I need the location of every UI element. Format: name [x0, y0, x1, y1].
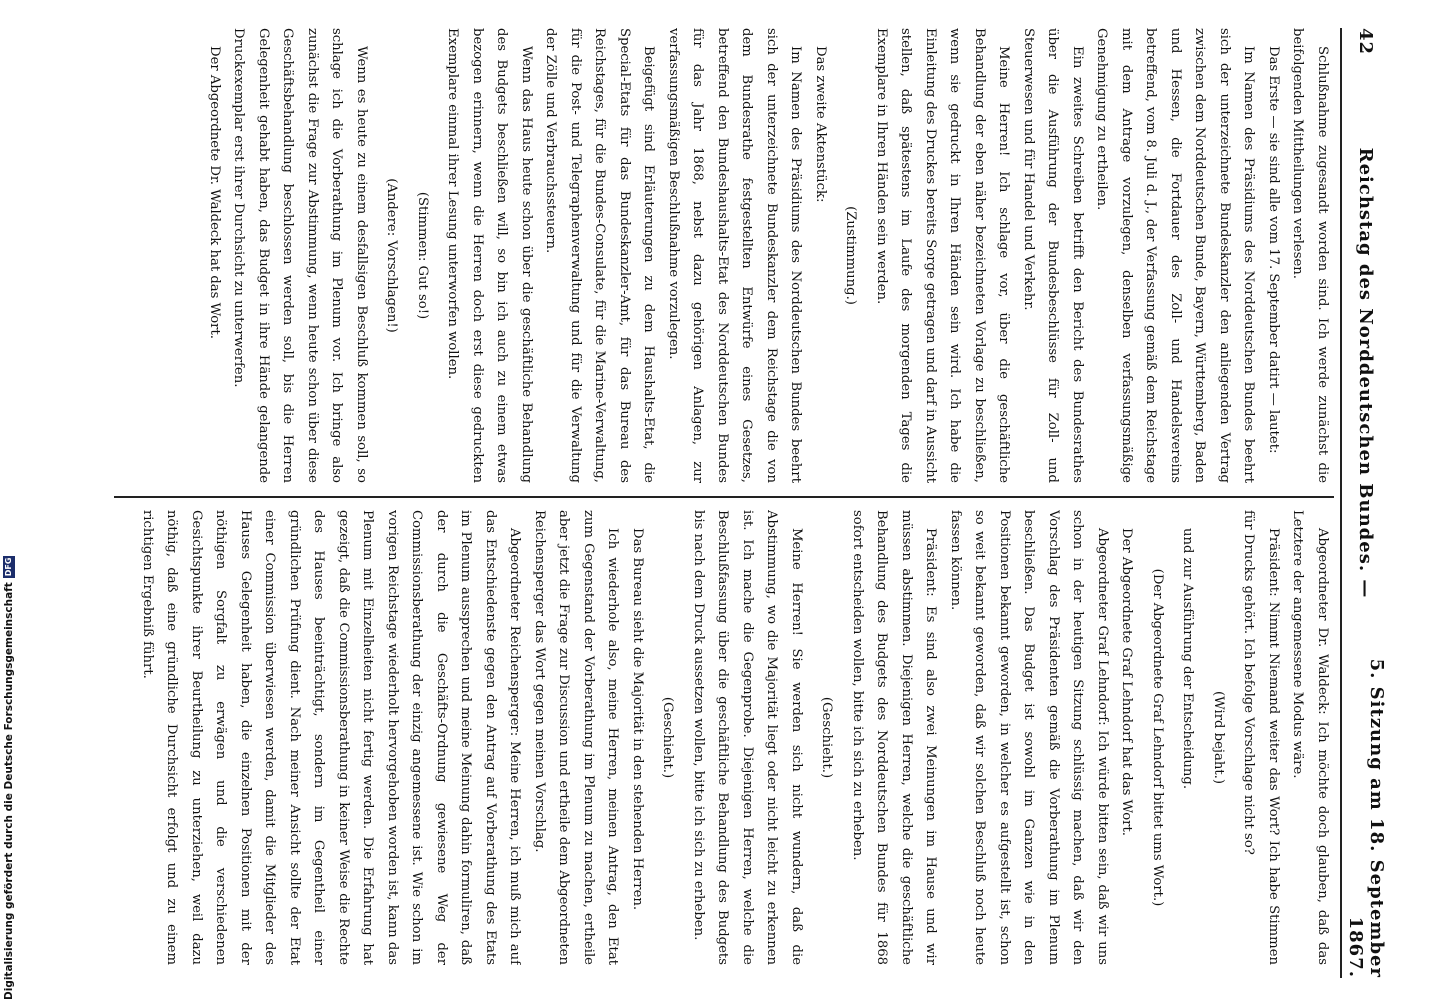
right-column-paragraph: Abgeordneter Graf Lehndorf: Ich würde bitten sein, daß wir uns schon in der heutigen Sitzung schlüssig machen, daß wir den Vorschlag des Präsidenten gemäß die Vorberathung im Plenum beschließen. Das Budget ist sowohl im Ganzen wie in den Positionen bekannt geworden, in welcher es aufgestellt ist, schon so weit bekannt geworden, daß wir solchen Beschluß noch heute fassen können. — [948, 510, 1110, 965]
right-column-paragraph: Meine Herren! Sie werden sich nicht wundern, daß die Abstimmung, wo die Majorität liegt oder nicht leicht zu erkennen ist. Ich mache die Gegenprobe. Diejenigen Herren, welche die Beschlußfassung über die geschäftliche Behandlung des Budgets bis nach dem Druck aussetzen wollen, bitte ich sich zu erheben. — [691, 510, 804, 965]
right-column-paragraph: Das Bureau sieht die Majorität in den stehenden Herren. — [630, 528, 645, 911]
left-column-paragraph: Beigefügt sind Erläuterungen zu dem Haushalts-Etat, die Special-Etats für das Bundeskanzler-Amt, für das Bureau des Reichstages, für die Bundes-Consulate, für die Marine-Verwaltung, für die Post- und Telegraphenverwaltung und für die Verwaltung der Zölle und Verbrauchssteuern. — [543, 28, 657, 483]
left-column-paragraph: Wenn das Haus heute schon über die geschäftliche Behandlung des Budgets beschließen will, so bin ich auch zu einem etwas bezogen erinnern, wenn die Herren doch erst diese gedruckten Exemplare einmal ihrer Lesung unterworfen wollen. — [445, 28, 534, 483]
right-column-paragraph: und zur Ausführung der Entscheidung. — [1180, 528, 1196, 790]
text-column-left — [114, 28, 1334, 483]
right-column-remark: (Der Abgeordnete Graf Lehndorf bittet ums Wort.) — [1150, 568, 1165, 907]
right-column-paragraph: Präsident: Nimmt Niemand weiter das Wort? Ich habe Stimmen für Drucks gehört. Ich befolge Vorschlage nicht so? — [1241, 510, 1281, 965]
left-column-paragraph: Das Erste — sie sind alle vom 17. September datirt — lautet: — [1266, 46, 1281, 454]
left-column-paragraph: Im Namen des Präsidiums des Norddeutschen Bundes beehrt sich der unterzeichnete Bundeskanzler den anliegenden Vertrag zwischen dem Norddeutschen Bunde, Bayern, Württemberg, Baden und Hessen, die Fortdauer des Zoll- und Handelsvereins betreffend, vom 8. Juli d. J., der Verfassung gemäß dem Reichstage mit dem Antrage vorzulegen, denselben verfassungsmäßige Genehmigung zu ertheilen. — [1094, 28, 1257, 483]
journal-title: Reichstag des Norddeutschen Bundes. — — [1355, 147, 1377, 599]
right-column-paragraph: Der Abgeordnete Graf Lehndorf hat das Wort. — [1119, 528, 1135, 836]
left-column-remark: (Zustimmung.) — [843, 206, 859, 305]
column-divider — [114, 496, 1334, 498]
text-column-right — [114, 510, 1334, 965]
dfg-logo: DFG — [4, 557, 13, 577]
left-column-remark: (Stimmen: Gut so!) — [415, 191, 430, 320]
left-column-paragraph: Das zweite Aktenstück: — [813, 46, 828, 203]
sitting-date: 5. Sitzung am 18. September 1867. — [1345, 658, 1387, 978]
left-column-remark: (Andere: Vorschlagen!) — [384, 178, 400, 333]
running-header — [1346, 28, 1386, 978]
rotated-page-content — [86, 28, 1386, 978]
scanned-page — [86, 28, 1386, 978]
right-column-paragraph: Ich wiederhole also, meine Herren, meinen Antrag, den Etat zum Gegenstand der Vorberathung im Plenum zu machen, ertheile aber jetzt die Frage zur Discussion und ertheile dem Abgeordneten Reichensperger das Wort gegen meinen Vorschlag. — [532, 510, 621, 965]
credit-text: Digitalisierung gefördert durch die Deutsche Forschungsgemeinschaft — [3, 582, 15, 1000]
left-column-paragraph: Wenn es heute zu einem desfallsigen Beschluß kommen soll, so schlage ich die Vorberathung im Plenum vor. Ich bringe also zunächst die Frage zur Abstimmung, wenn heute schon über diese Geschäftsbehandlung beschlossen werden soll, bis die Herren Gelegenheit gehabt haben, das Budget in ihre Hände gelangende Druckexemplar erst ihrer Durchsicht zu unterwerfen. — [231, 28, 369, 483]
left-column-paragraph: Ein zweites Schreiben betrifft den Bericht des Bundesrathes über die Ausführung der Bundesbeschlüsse für Zoll- und Steuerwesen und für Handel und Verkehr. — [1021, 28, 1085, 483]
left-column-paragraph: Im Namen des Präsidiums des Norddeutschen Bundes beehrt sich der unterzeichnete Bundeskanzler dem Reichstage die von dem Bundesrathe festgestellten Entwürfe eines Gesetzes, betreffend den Bundeshaushalts-Etat des Norddeutschen Bundes für das Jahr 1868, nebst dazu gehörigen Anlagen, zur verfassungsmäßigen Beschlußnahme vorzulegen. — [666, 28, 804, 483]
right-column-remark: (Wird bejaht.) — [1211, 691, 1226, 784]
right-column-remark: (Geschieht.) — [660, 696, 676, 779]
right-column-paragraph: Präsident: Es sind also zwei Meinungen im Hause und wir müssen abstimmen. Diejenigen Herren, welche die geschäftliche Behandlung des Budgets des Norddeutschen Bundes für 1868 sofort entscheiden wollen, bitte ich sich zu erheben. — [850, 510, 939, 965]
header-rule — [1340, 28, 1342, 978]
right-column-remark: (Geschieht.) — [819, 696, 835, 779]
page-number: 42 — [1355, 28, 1377, 56]
right-column-paragraph: Abgeordneter Dr. Waldeck: Ich möchte doch glauben, daß das Letztere der angemessene Modus wäre. — [1290, 510, 1330, 965]
left-column-paragraph: Meine Herren! Ich schlage vor, über die geschäftliche Behandlung der eben näher bezeichneten Vorlage zu beschließen, wenn sie gedruckt in Ihren Händen sein wird. Ich habe die Einleitung des Druckes bereits Sorge getragen und darf in Aussicht stellen, daß spätestens im Laufe des morgenden Tages die Exemplare in Ihren Händen sein werden. — [874, 28, 1012, 483]
right-column-paragraph: Abgeordneter Reichensperger: Meine Herren, ich muß mich auf das Entschiedenste gegen den Antrag auf Vorberathung des Etats im Plenum aussprechen und meine Meinung dahin formuliren, daß der durch die Geschäfts-Ordnung gewiesene Weg der Commissionsberathung der einzig angemessene ist. Wie schon im vorigen Reichstage wiederholt hervorgehoben worden ist, kann das Plenum mit Einzelheiten nicht fertig werden. Die Erfahrung hat gezeigt, daß die Commissionsberathung in keiner Weise die Rechte des Hauses beeinträchtigt, sondern im Gegentheil einer gründlichen Prüfung dient. Nach meiner Ansicht sollte der Etat einer Commission überwiesen werden, damit die Mitglieder des Hauses Gelegenheit haben, die einzelnen Positionen mit der nöthigen Sorgfalt zu erwägen und die verschiedenen Gesichtspunkte ihrer Beurtheilung zu unterziehen, weil dazu nöthig, daß eine gründliche Durchsicht erfolgt und zu einem richtigen Ergebniß führt. — [140, 510, 523, 965]
left-column-paragraph: Der Abgeordnete Dr. Waldeck hat das Wort. — [207, 46, 222, 339]
digitization-credit — [2, 0, 16, 1000]
left-column-paragraph: Schlußnahme zugesandt worden sind. Ich werde zunächst die beifolgenden Mittheilungen verlesen. — [1290, 28, 1330, 483]
